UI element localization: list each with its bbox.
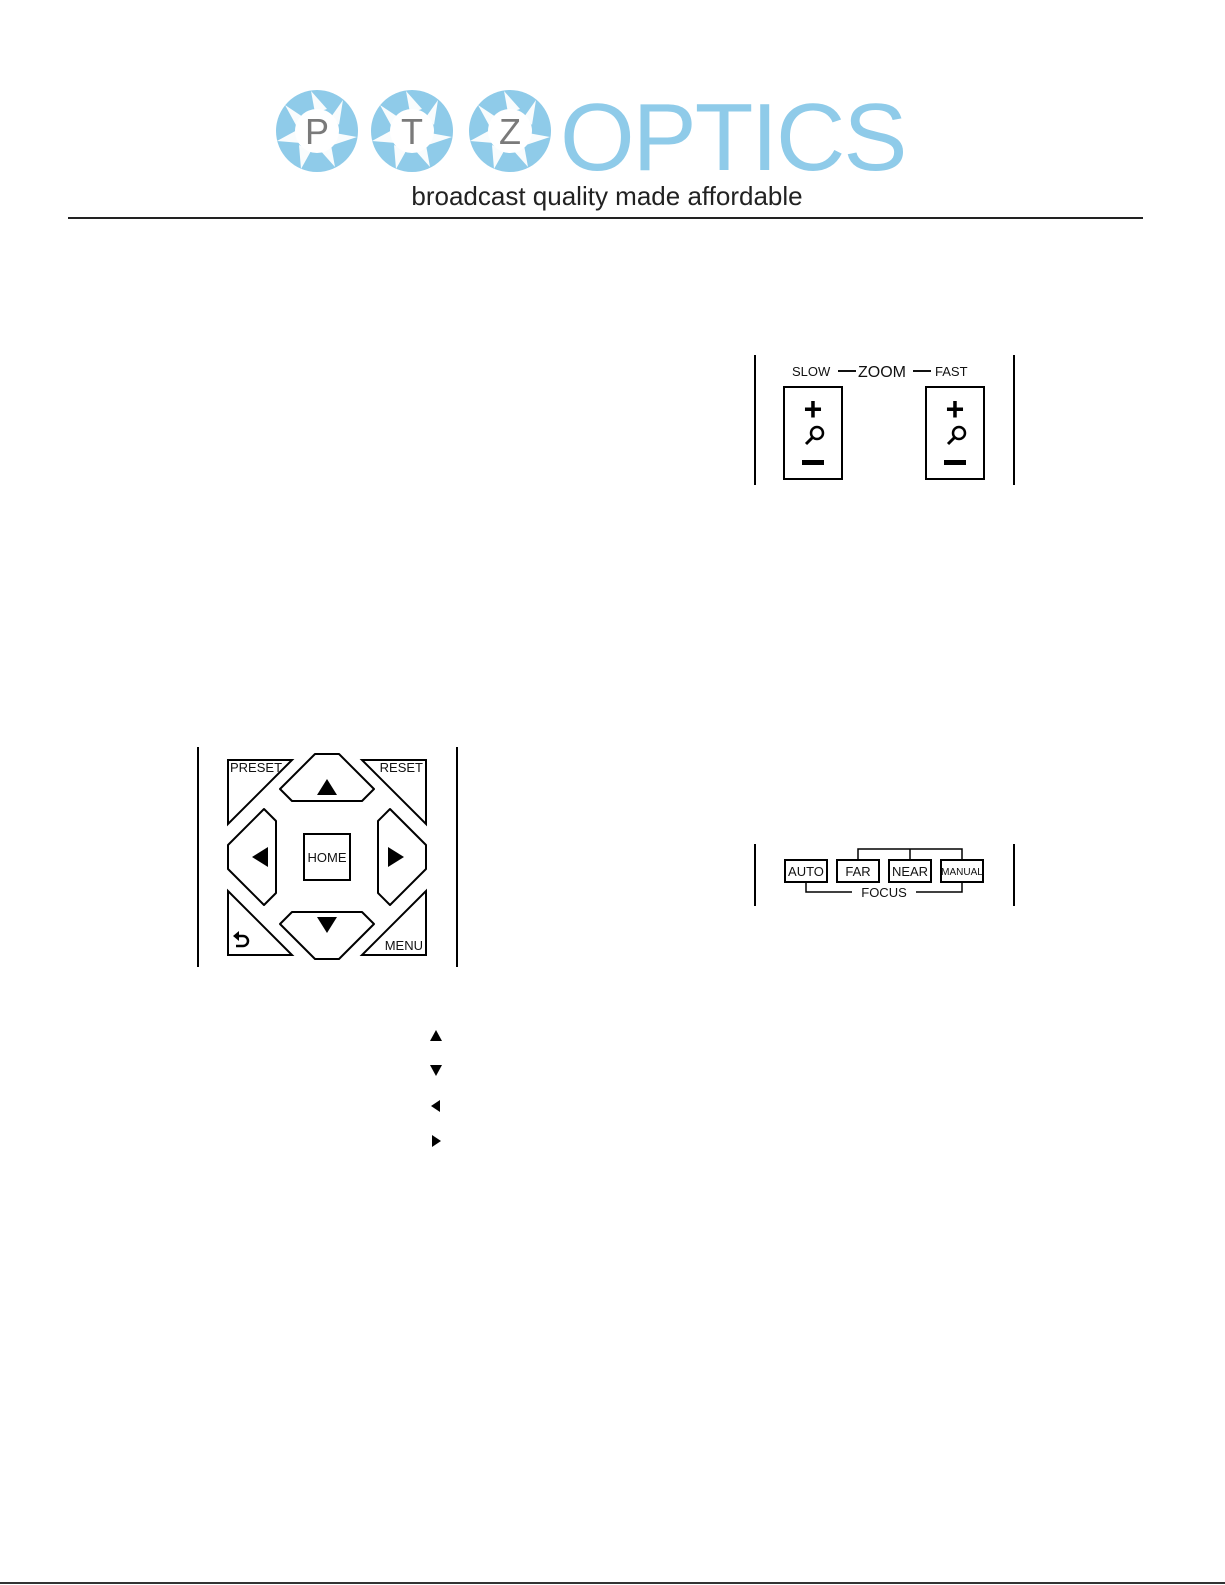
zoom-fast-button[interactable] — [926, 387, 984, 479]
zoom-out-icon[interactable] — [944, 460, 966, 465]
zoom-panel — [750, 352, 1020, 488]
zoom-fast-label: FAST — [935, 364, 968, 379]
header-logo — [262, 84, 952, 216]
triangle-right-icon — [426, 1131, 446, 1151]
logo-wordmark: OPTICS — [560, 84, 906, 191]
zoom-label: ZOOM — [858, 364, 906, 381]
zoom-slow-button[interactable] — [784, 387, 842, 479]
focus-manual-button[interactable] — [941, 860, 983, 882]
home-label: HOME — [307, 850, 347, 865]
logo-tagline: broadcast quality made affordable — [411, 181, 803, 211]
page-bottom-border — [0, 1582, 1225, 1584]
auto-label: AUTO — [788, 864, 824, 879]
left-button[interactable] — [228, 809, 276, 905]
triangle-left-icon — [426, 1096, 446, 1116]
focus-auto-button[interactable] — [785, 860, 827, 882]
down-button[interactable] — [280, 912, 374, 959]
logo-graphic — [262, 84, 952, 216]
focus-label: FOCUS — [861, 885, 907, 900]
zoom-in-icon[interactable]: + — [945, 391, 965, 427]
reset-label: RESET — [379, 760, 423, 775]
zoom-slow-label: SLOW — [792, 364, 831, 379]
direction-keypad — [192, 745, 462, 970]
header-divider — [68, 217, 1143, 219]
far-label: FAR — [845, 864, 871, 879]
triangle-up-icon — [426, 1026, 446, 1046]
preset-label: PRESET — [230, 760, 283, 775]
zoom-out-icon[interactable] — [802, 460, 824, 465]
logo-letter-t: T — [401, 111, 423, 152]
focus-near-button[interactable] — [889, 860, 931, 882]
right-button[interactable] — [378, 809, 426, 905]
menu-label: MENU — [384, 938, 423, 953]
home-button[interactable] — [304, 834, 350, 880]
focus-panel — [750, 840, 1020, 910]
near-label: NEAR — [891, 864, 929, 879]
triangle-down-icon — [426, 1061, 446, 1081]
logo-letter-p: P — [304, 111, 330, 152]
up-button[interactable] — [280, 754, 374, 801]
zoom-in-icon[interactable]: + — [803, 391, 823, 427]
manual-label: MANUAL — [941, 867, 983, 878]
focus-far-button[interactable] — [837, 860, 879, 882]
logo-letter-z: Z — [499, 111, 521, 152]
